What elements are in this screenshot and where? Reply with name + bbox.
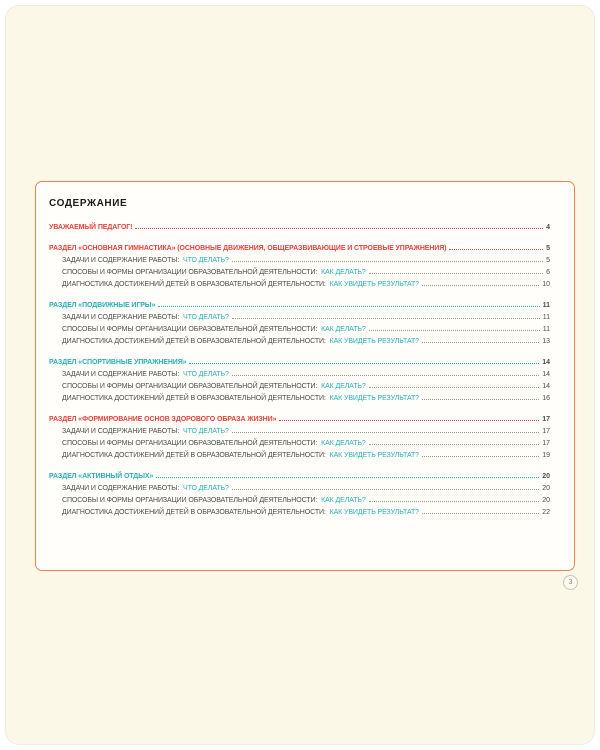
toc-subentry-highlight: ЧТО ДЕЛАТЬ?	[183, 428, 229, 435]
toc-entry-label: РАЗДЕЛ «ОСНОВНАЯ ГИМНАСТИКА» (ОСНОВНЫЕ ДВИЖЕНИЯ, ОБЩЕРАЗВИВАЮЩИЕ И СТРОЕВЫЕ УПРАЖНЕНИЯ)	[49, 245, 447, 252]
toc-subentry-row	[49, 381, 550, 393]
toc-subentry-highlight: КАК УВИДЕТЬ РЕЗУЛЬТАТ?	[329, 509, 419, 516]
dot-leader	[422, 399, 539, 400]
toc-subentry-text: ДИАГНОСТИКА ДОСТИЖЕНИЙ ДЕТЕЙ В ОБРАЗОВАТЕЛЬНОЙ ДЕЯТЕЛЬНОСТИ:	[62, 281, 328, 288]
dot-leader	[449, 249, 543, 250]
scanned-page	[5, 5, 595, 745]
toc-subentry-text: ДИАГНОСТИКА ДОСТИЖЕНИЙ ДЕТЕЙ В ОБРАЗОВАТЕЛЬНОЙ ДЕЯТЕЛЬНОСТИ:	[62, 338, 328, 345]
toc-intro-row	[49, 222, 550, 234]
dot-leader	[422, 285, 539, 286]
toc-subentry-row	[49, 483, 550, 495]
toc-title: СОДЕРЖАНИЕ	[49, 198, 128, 209]
toc-subentry-label	[62, 483, 229, 494]
toc-entry-page: 14	[542, 359, 550, 366]
toc-subentry-row	[49, 426, 550, 438]
dot-leader	[369, 501, 540, 502]
toc-entry-label: РАЗДЕЛ «АКТИВНЫЙ ОТДЫХ»	[49, 473, 154, 480]
toc-subentry-label	[62, 369, 229, 380]
toc-subentry-label	[62, 393, 419, 404]
toc-subentry-text: ДИАГНОСТИКА ДОСТИЖЕНИЙ ДЕТЕЙ В ОБРАЗОВАТЕЛЬНОЙ ДЕЯТЕЛЬНОСТИ:	[62, 452, 328, 459]
toc-subentry-highlight: ЧТО ДЕЛАТЬ?	[183, 257, 229, 264]
toc-subentry-row	[49, 450, 550, 462]
toc-entry-label: РАЗДЕЛ «СПОРТИВНЫЕ УПРАЖНЕНИЯ»	[49, 359, 187, 366]
toc-subentry-text: ЗАДАЧИ И СОДЕРЖАНИЕ РАБОТЫ:	[62, 428, 182, 435]
toc-subentry-page: 16	[542, 395, 550, 402]
dot-leader	[369, 444, 540, 445]
toc-subentry-page: 13	[542, 338, 550, 345]
toc-subentry-label	[62, 255, 229, 266]
toc-subentry-highlight: КАК ДЕЛАТЬ?	[321, 269, 366, 276]
toc-subentry-highlight: КАК УВИДЕТЬ РЕЗУЛЬТАТ?	[329, 452, 419, 459]
toc-subentry-page: 19	[542, 452, 550, 459]
toc-section-group	[49, 300, 550, 348]
dot-leader	[422, 456, 539, 457]
toc-subentry-text: ЗАДАЧИ И СОДЕРЖАНИЕ РАБОТЫ:	[62, 485, 182, 492]
dot-leader	[158, 306, 539, 307]
toc-entry-page: 17	[542, 416, 550, 423]
toc-subentry-row	[49, 495, 550, 507]
toc-intro-group	[49, 222, 550, 234]
toc-subentry-row	[49, 438, 550, 450]
toc-subentry-row	[49, 279, 550, 291]
toc-subentry-page: 20	[542, 485, 550, 492]
toc-entry-page: 11	[542, 302, 550, 309]
toc-subentry-page: 17	[542, 440, 550, 447]
toc-subentry-label	[62, 507, 419, 518]
toc-subentry-highlight: КАК ДЕЛАТЬ?	[321, 383, 366, 390]
page-number-badge	[563, 575, 578, 590]
dot-leader	[135, 228, 543, 229]
dot-leader	[279, 420, 539, 421]
toc-subentry-text: СПОСОБЫ И ФОРМЫ ОРГАНИЗАЦИИ ОБРАЗОВАТЕЛЬНОЙ ДЕЯТЕЛЬНОСТИ:	[62, 440, 320, 447]
toc-subentry-page: 14	[542, 383, 550, 390]
toc-section-group	[49, 414, 550, 462]
toc-subentry-highlight: КАК ДЕЛАТЬ?	[321, 326, 366, 333]
toc-subentry-text: ЗАДАЧИ И СОДЕРЖАНИЕ РАБОТЫ:	[62, 314, 182, 321]
dot-leader	[369, 273, 543, 274]
toc-subentry-highlight: КАК УВИДЕТЬ РЕЗУЛЬТАТ?	[329, 338, 419, 345]
dot-leader	[422, 342, 539, 343]
toc-entry-label: УВАЖАЕМЫЙ ПЕДАГОГ!	[49, 224, 133, 231]
toc-entry-page: 4	[546, 224, 550, 231]
toc-entry-page: 5	[546, 245, 550, 252]
toc-section-group	[49, 471, 550, 519]
toc-subentry-page: 10	[542, 281, 550, 288]
toc-subentry-highlight: КАК УВИДЕТЬ РЕЗУЛЬТАТ?	[329, 395, 419, 402]
toc-section-row	[49, 300, 550, 312]
toc-subentry-row	[49, 312, 550, 324]
toc-subentry-label	[62, 426, 229, 437]
toc-section-group	[49, 243, 550, 291]
toc-subentry-row	[49, 267, 550, 279]
toc-entry-page: 20	[542, 473, 550, 480]
dot-leader	[189, 363, 539, 364]
toc-subentry-row	[49, 369, 550, 381]
toc-subentry-text: ЗАДАЧИ И СОДЕРЖАНИЕ РАБОТЫ:	[62, 371, 182, 378]
toc-subentry-text: СПОСОБЫ И ФОРМЫ ОРГАНИЗАЦИИ ОБРАЗОВАТЕЛЬНОЙ ДЕЯТЕЛЬНОСТИ:	[62, 383, 320, 390]
toc-subentry-label	[62, 312, 229, 323]
toc-subentry-label	[62, 450, 419, 461]
dot-leader	[156, 477, 539, 478]
toc-subentry-label	[62, 495, 366, 506]
toc-subentry-page: 11	[542, 326, 550, 333]
toc-subentry-label	[62, 279, 419, 290]
toc-subentry-page: 14	[542, 371, 550, 378]
toc-list	[49, 222, 550, 519]
toc-subentry-highlight: ЧТО ДЕЛАТЬ?	[183, 371, 229, 378]
toc-subentry-page: 5	[546, 257, 550, 264]
toc-subentry-row	[49, 393, 550, 405]
toc-subentry-highlight: КАК ДЕЛАТЬ?	[321, 440, 366, 447]
toc-subentry-highlight: ЧТО ДЕЛАТЬ?	[183, 485, 229, 492]
toc-section-group	[49, 357, 550, 405]
dot-leader	[422, 513, 539, 514]
dot-leader	[232, 432, 539, 433]
toc-section-row	[49, 243, 550, 255]
toc-subentry-highlight: КАК УВИДЕТЬ РЕЗУЛЬТАТ?	[329, 281, 419, 288]
dot-leader	[369, 387, 540, 388]
toc-box	[35, 181, 575, 571]
toc-section-row	[49, 357, 550, 369]
toc-subentry-page: 20	[542, 497, 550, 504]
page-number: 3	[568, 579, 573, 586]
toc-subentry-label	[62, 324, 366, 335]
toc-subentry-text: ДИАГНОСТИКА ДОСТИЖЕНИЙ ДЕТЕЙ В ОБРАЗОВАТЕЛЬНОЙ ДЕЯТЕЛЬНОСТИ:	[62, 509, 328, 516]
toc-section-row	[49, 471, 550, 483]
toc-subentry-row	[49, 507, 550, 519]
toc-subentry-page: 22	[542, 509, 550, 516]
toc-subentry-text: ЗАДАЧИ И СОДЕРЖАНИЕ РАБОТЫ:	[62, 257, 182, 264]
toc-subentry-page: 6	[546, 269, 550, 276]
toc-subentry-row	[49, 324, 550, 336]
dot-leader	[232, 318, 540, 319]
toc-subentry-label	[62, 381, 366, 392]
toc-subentry-label	[62, 267, 366, 278]
toc-subentry-text: СПОСОБЫ И ФОРМЫ ОРГАНИЗАЦИИ ОБРАЗОВАТЕЛЬНОЙ ДЕЯТЕЛЬНОСТИ:	[62, 497, 320, 504]
dot-leader	[232, 261, 543, 262]
toc-subentry-text: СПОСОБЫ И ФОРМЫ ОРГАНИЗАЦИИ ОБРАЗОВАТЕЛЬНОЙ ДЕЯТЕЛЬНОСТИ:	[62, 269, 320, 276]
toc-subentry-label	[62, 438, 366, 449]
dot-leader	[369, 330, 540, 331]
toc-subentry-row	[49, 336, 550, 348]
toc-subentry-row	[49, 255, 550, 267]
toc-section-row	[49, 414, 550, 426]
dot-leader	[232, 489, 539, 490]
toc-subentry-label	[62, 336, 419, 347]
toc-subentry-page: 17	[542, 428, 550, 435]
toc-subentry-text: ДИАГНОСТИКА ДОСТИЖЕНИЙ ДЕТЕЙ В ОБРАЗОВАТЕЛЬНОЙ ДЕЯТЕЛЬНОСТИ:	[62, 395, 328, 402]
toc-subentry-highlight: ЧТО ДЕЛАТЬ?	[183, 314, 229, 321]
toc-entry-label: РАЗДЕЛ «ФОРМИРОВАНИЕ ОСНОВ ЗДОРОВОГО ОБРАЗА ЖИЗНИ»	[49, 416, 277, 423]
toc-subentry-page: 11	[542, 314, 550, 321]
toc-subentry-text: СПОСОБЫ И ФОРМЫ ОРГАНИЗАЦИИ ОБРАЗОВАТЕЛЬНОЙ ДЕЯТЕЛЬНОСТИ:	[62, 326, 320, 333]
toc-subentry-highlight: КАК ДЕЛАТЬ?	[321, 497, 366, 504]
toc-entry-label: РАЗДЕЛ «ПОДВИЖНЫЕ ИГРЫ»	[49, 302, 156, 309]
dot-leader	[232, 375, 539, 376]
